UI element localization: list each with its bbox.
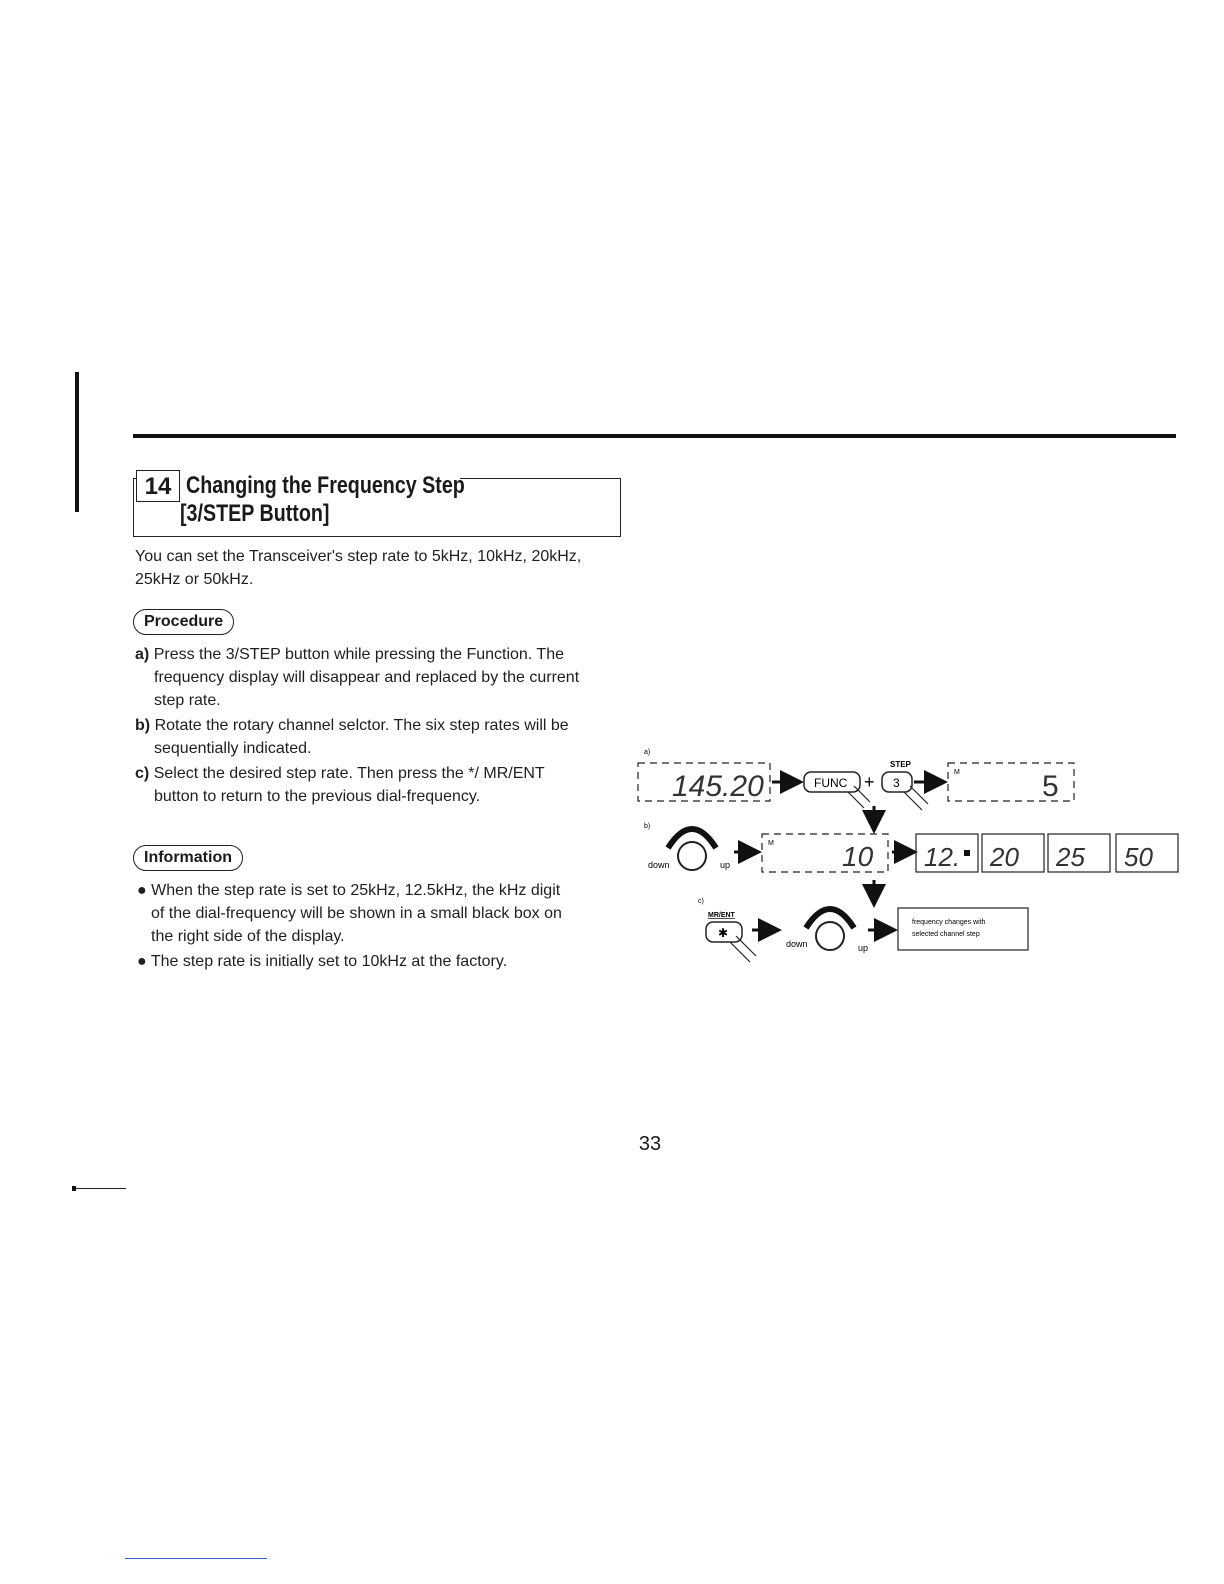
section-top-rule <box>133 434 1176 438</box>
memory-indicator: M <box>954 769 960 776</box>
knob-down-label: down <box>648 860 670 870</box>
step-marker: c) <box>135 765 150 782</box>
mrent-button-label: ✱ <box>718 926 729 940</box>
intro-line: You can set the Transceiver's step rate to 5kHz, 10kHz, 20kHz, <box>135 548 582 565</box>
step-text: sequentially indicated. <box>154 740 312 757</box>
step-marker: b) <box>135 717 151 734</box>
step-procedure-illustration <box>632 740 1192 980</box>
finger-press-icon <box>730 936 756 962</box>
lcd-step-readout: 25 <box>1056 842 1085 872</box>
intro-paragraph <box>135 545 635 591</box>
information-heading: Information <box>133 845 243 871</box>
khz-indicator-box <box>964 850 970 856</box>
lcd-step-readout: 10 <box>842 841 874 872</box>
result-note-line: frequency changes with <box>912 919 986 926</box>
memory-indicator: M <box>768 840 774 847</box>
lcd-step-readout: 12. <box>924 842 961 872</box>
section-number: 14 <box>136 470 180 502</box>
bullet-text: When the step rate is set to 25kHz, 12.5kHz, the kHz digit <box>151 882 561 899</box>
knob-up-label: up <box>720 860 731 870</box>
bullet-text: of the dial-frequency will be shown in a small black box on <box>151 905 562 922</box>
step-text: frequency display will disappear and replaced by the current <box>154 669 580 686</box>
step-text: Select the desired step rate. Then press the */ MR/ENT <box>153 765 545 782</box>
knob-down-label: down <box>786 939 808 949</box>
rotate-arrow-icon <box>668 829 716 848</box>
information-bullet: ● The step rate is initially set to 10kHz at the factory. <box>137 953 508 970</box>
func-button-label: FUNC <box>814 776 848 790</box>
intro-line: 25kHz or 50kHz. <box>135 571 254 588</box>
step-text: Rotate the rotary channel selctor. The six step rates will be <box>154 717 569 734</box>
step-button-label: 3 <box>893 776 900 790</box>
page-number: 33 <box>638 1133 662 1155</box>
information-bullet: ● When the step rate is set to 25kHz, 12.5kHz, the kHz digit of the dial-frequency will be shown in a small black box on the right side of the display. <box>137 879 627 948</box>
rotary-knob-icon <box>816 922 844 950</box>
procedure-step-a <box>135 643 635 712</box>
lcd-step-readout: 50 <box>1124 842 1153 872</box>
result-note-box <box>898 908 1028 950</box>
step-text: Press the 3/STEP button while pressing the Function. The <box>153 646 564 663</box>
finger-press-icon <box>904 786 928 810</box>
knob-up-label: up <box>858 943 869 953</box>
step-marker: a) <box>135 646 150 663</box>
step-text: step rate. <box>154 692 221 709</box>
row-c-label: c) <box>698 898 704 905</box>
lcd-frequency-readout: 145.20 <box>672 770 764 803</box>
margin-bar <box>75 372 79 512</box>
rotary-knob-icon <box>678 842 706 870</box>
section-subtitle: [3/STEP Button] <box>180 500 330 527</box>
procedure-step-c <box>135 762 635 808</box>
result-note-line: selected channel step <box>912 931 980 938</box>
step-text: button to return to the previous dial-frequency. <box>154 788 481 805</box>
lcd-step-readout: 5 <box>1042 770 1059 803</box>
plus-sign: + <box>864 772 875 792</box>
row-b-label: b) <box>644 823 651 830</box>
row-a-label: a) <box>644 749 651 756</box>
footer-line <box>125 1558 267 1559</box>
step-key-label: STEP <box>890 760 911 769</box>
bullet-text: The step rate is initially set to 10kHz at the factory. <box>150 953 508 970</box>
lcd-step-readout: 20 <box>990 842 1019 872</box>
rotate-arrow-icon <box>806 909 854 928</box>
procedure-step-b <box>135 714 635 760</box>
mrent-key-label: MR/ENT <box>708 912 735 919</box>
section-title: Changing the Frequency Step <box>186 472 465 499</box>
crop-mark <box>72 1188 126 1189</box>
procedure-heading: Procedure <box>133 609 234 635</box>
bullet-text: the right side of the display. <box>151 928 345 945</box>
